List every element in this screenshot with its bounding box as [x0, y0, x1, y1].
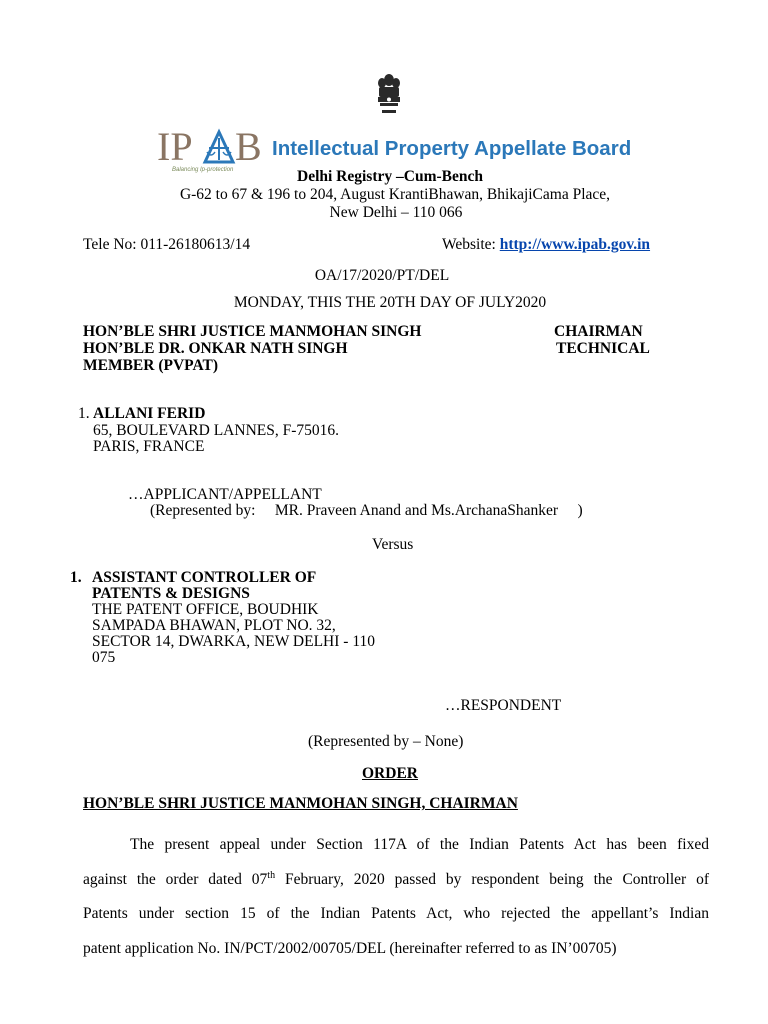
applicant-name: ALLANI FERID	[93, 405, 206, 422]
applicant-designation: …APPLICANT/APPELLANT	[128, 486, 322, 503]
website-link[interactable]: http://www.ipab.gov.in	[499, 236, 651, 253]
respondent-name-2: PATENTS & DESIGNS	[92, 585, 250, 602]
address-line-2: New Delhi – 110 066	[329, 204, 463, 221]
order-paragraph	[83, 828, 709, 966]
applicant-address-1: 65, BOULEVARD LANNES, F-75016.	[93, 422, 340, 439]
telephone: Tele No: 011-26180613/14	[83, 236, 251, 253]
respondent-address-4: 075	[92, 649, 116, 666]
state-emblem-icon	[376, 72, 402, 118]
respondent-name-1: ASSISTANT CONTROLLER OF	[92, 569, 317, 586]
bench-member-2-role: TECHNICAL	[556, 340, 650, 357]
website-row	[442, 236, 650, 254]
respondent-address-1: THE PATENT OFFICE, BOUDHIK	[92, 601, 319, 618]
date-line: MONDAY, THIS THE 20TH DAY OF JULY2020	[233, 294, 547, 311]
address-line-1: G-62 to 67 & 196 to 204, August KrantiBhawan, BhikajiCama Place,	[179, 186, 611, 203]
applicant-number: 1.	[78, 405, 90, 422]
registry-heading: Delhi Registry –Cum-Bench	[297, 168, 483, 185]
website-label: Website:	[442, 236, 496, 253]
applicant-address-2: PARIS, FRANCE	[93, 438, 205, 455]
versus: Versus	[372, 536, 414, 553]
bench-member-1-role: CHAIRMAN	[554, 323, 643, 340]
para-line-2: against the order dated 07th February, 2020 passed by respondent being the Controller of	[83, 869, 710, 888]
svg-text:IP: IP	[157, 126, 193, 169]
para-line-1: The present appeal under Section 117A of the Indian Patents Act has been fixed	[130, 836, 709, 853]
applicant-represented: (Represented by: MR. Praveen Anand and Ms.ArchanaShanker )	[150, 502, 583, 519]
order-heading: ORDER	[362, 765, 418, 782]
bench-member-1: HON’BLE SHRI JUSTICE MANMOHAN SINGH	[83, 323, 422, 340]
bench-member-2: HON’BLE DR. ONKAR NATH SINGH	[83, 340, 348, 357]
case-number: OA/17/2020/PT/DEL	[314, 267, 450, 284]
respondent-address-2: SAMPADA BHAWAN, PLOT NO. 32,	[92, 617, 336, 634]
para-line-4: patent application No. IN/PCT/2002/00705/DEL (hereinafter referred to as IN’00705)	[83, 939, 617, 957]
logo-title: Intellectual Property Appellate Board	[272, 137, 632, 160]
bench-member-2-role-cont: MEMBER (PVPAT)	[83, 357, 219, 374]
para-line-3: Patents under section 15 of the Indian Patents Act, who rejected the appellant’s Indian	[83, 905, 709, 923]
respondent-designation: …RESPONDENT	[445, 697, 562, 714]
ipab-logo	[155, 126, 265, 172]
svg-text:B: B	[235, 126, 262, 169]
respondent-address-3: SECTOR 14, DWARKA, NEW DELHI - 110	[92, 633, 376, 650]
order-by: HON’BLE SHRI JUSTICE MANMOHAN SINGH, CHAIRMAN	[83, 795, 518, 812]
logo-tagline: Balancing Ip-protection	[172, 167, 234, 173]
respondent-represented: (Represented by – None)	[308, 733, 464, 750]
respondent-number: 1.	[70, 569, 82, 586]
